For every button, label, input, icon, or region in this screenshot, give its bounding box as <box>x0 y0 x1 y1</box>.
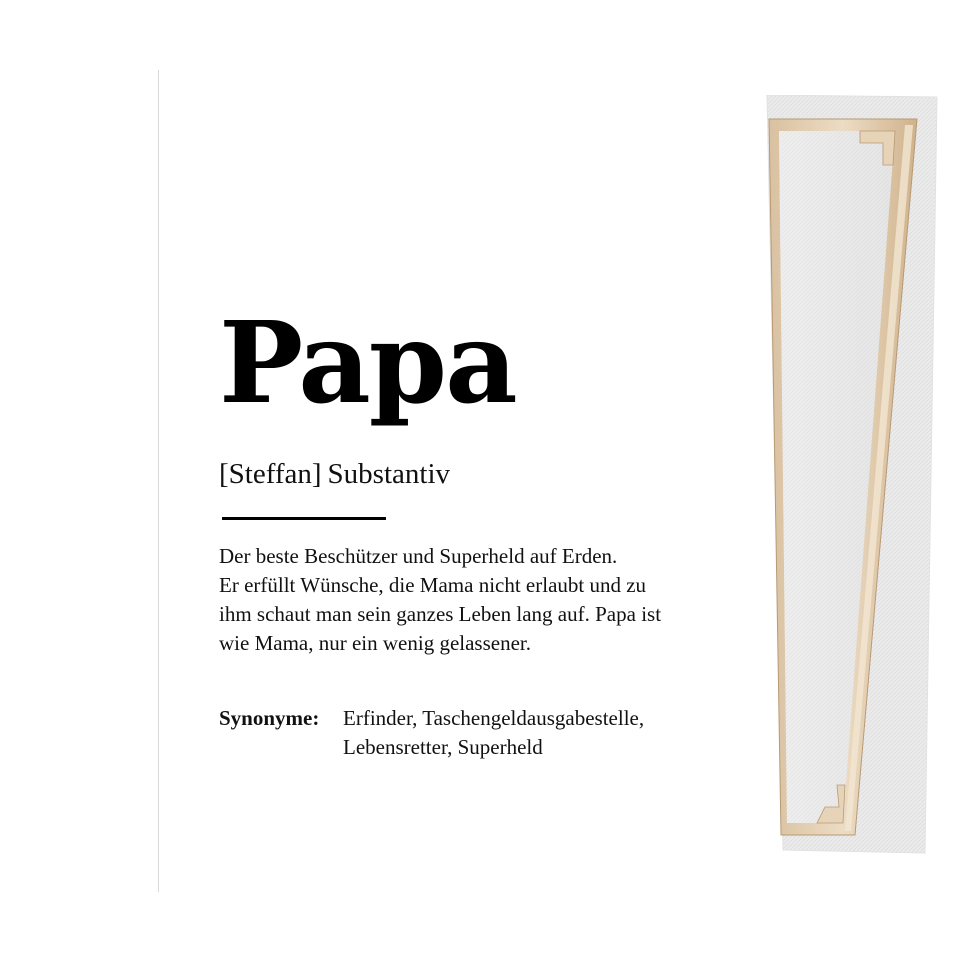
synonyms-line: Lebensretter, Superheld <box>343 735 543 759</box>
synonyms-values <box>343 704 644 762</box>
entry-pronunciation-line <box>219 458 450 491</box>
divider-line <box>222 517 386 520</box>
definition-line: Er erfüllt Wünsche, die Mama nicht erlaubt und zu <box>219 573 647 597</box>
word-class: Substantiv <box>327 458 451 490</box>
definition-text <box>219 542 759 658</box>
entry-word: Papa <box>219 298 516 429</box>
canvas-frame-back <box>765 95 940 855</box>
synonyms-label: Synonyme: <box>219 706 320 730</box>
definition-line: Der beste Beschützer und Superheld auf Erden. <box>219 544 618 568</box>
synonyms-line: Erfinder, Taschengeldausgabestelle, <box>343 706 645 730</box>
definition-line: wie Mama, nur ein wenig gelassener. <box>219 631 531 655</box>
canvas-print-front <box>158 70 759 892</box>
synonyms-block <box>219 704 644 762</box>
definition-line: ihm schaut man sein ganzes Leben lang auf. Papa ist <box>219 602 662 626</box>
pronunciation: [Steffan] <box>219 458 322 490</box>
